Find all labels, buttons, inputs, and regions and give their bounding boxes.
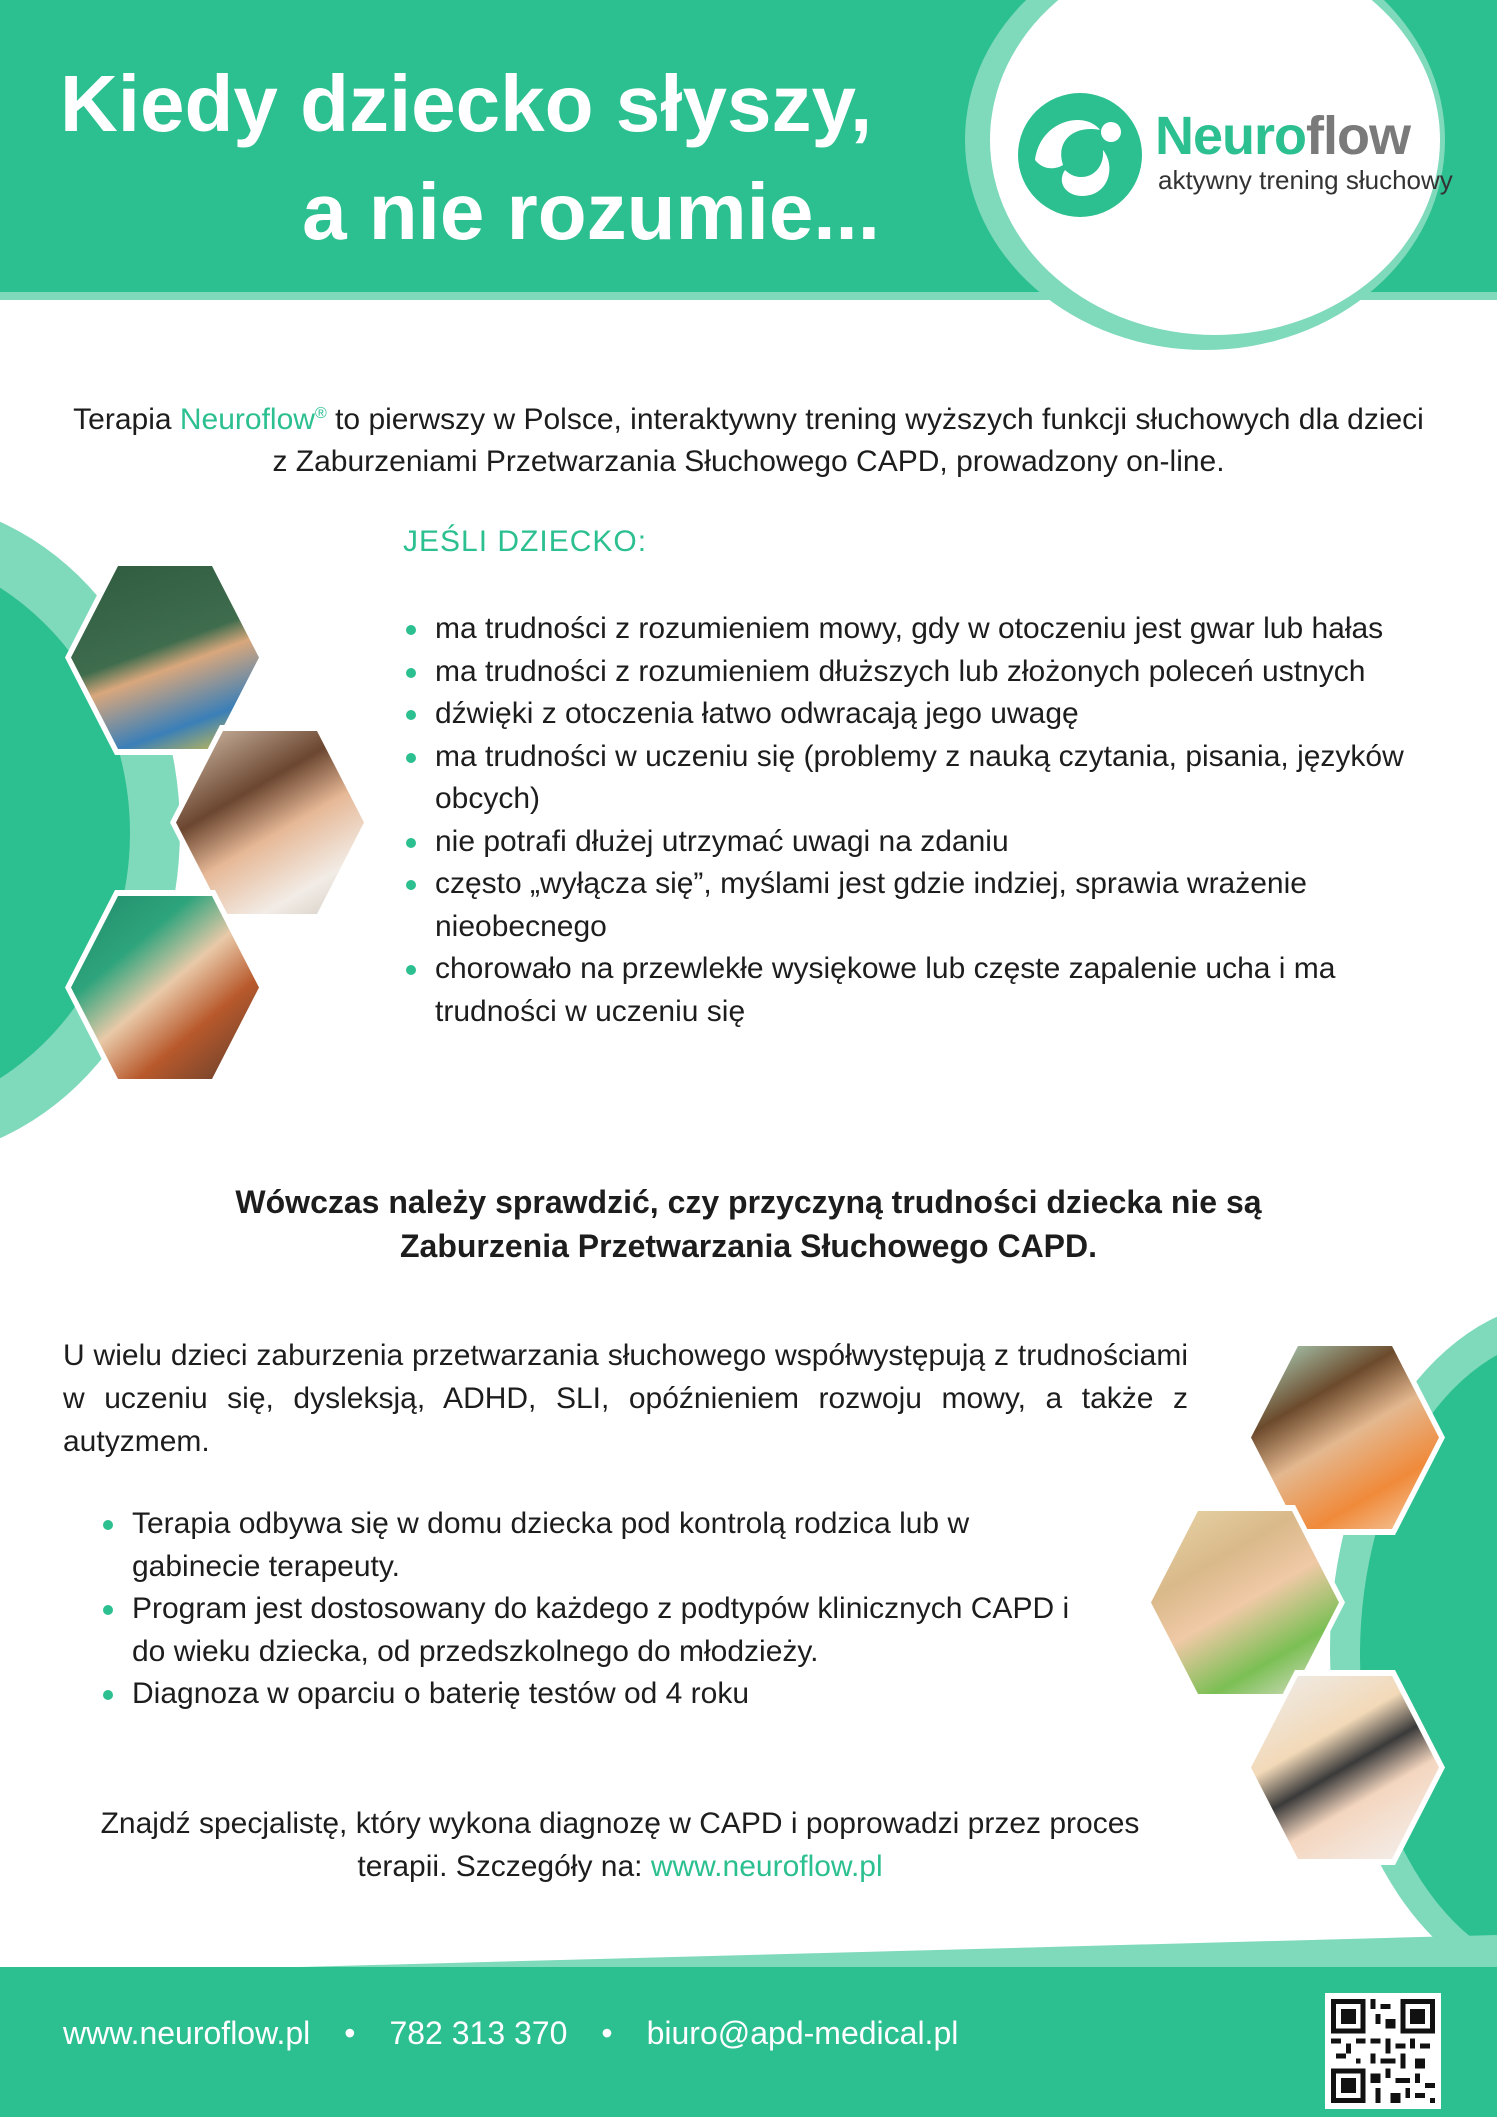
list-item: ma trudności z rozumieniem dłuższych lub złożonych poleceń ustnych <box>403 651 1443 694</box>
logo-tagline: aktywny trening słuchowy <box>1158 165 1453 195</box>
intro-paragraph <box>70 393 1427 483</box>
registered-mark: ® <box>314 405 327 422</box>
therapy-list <box>100 1503 1100 1716</box>
footer-website[interactable]: www.neuroflow.pl <box>63 2015 311 2051</box>
list-item: Diagnoza w oparciu o baterię testów od 4 roku <box>100 1673 1100 1716</box>
list-item: chorowało na przewlekłe wysiękowe lub częste zapalenie ucha i ma trudności w uczeniu się <box>403 948 1443 1033</box>
symptoms-list <box>403 608 1443 1033</box>
list-item: często „wyłącza się”, myślami jest gdzie indziej, sprawia wrażenie nieobecnego <box>403 863 1443 948</box>
footer-phone[interactable]: 782 313 370 <box>389 2015 568 2051</box>
title-line-2: a nie rozumie... <box>302 167 880 256</box>
footer-email[interactable]: biuro@apd-medical.pl <box>646 2015 959 2051</box>
comorbidity-paragraph: U wielu dzieci zaburzenia przetwarzania słuchowego współwystępują z trudnościami w uczeniu się, dysleksją, ADHD, SLI, opóźnieniem rozwoju mowy, a także z autyzmem. <box>63 1339 1188 1458</box>
conclusion-line-1: Wówczas należy sprawdzić, czy przyczyną trudności dziecka nie są <box>235 1184 1262 1220</box>
footer-separator: • <box>344 2015 356 2051</box>
footer-separator: • <box>601 2015 613 2051</box>
logo-wordmark <box>1155 105 1410 167</box>
neuroflow-logo-icon <box>1015 90 1145 220</box>
intro-brand: Neuroflow <box>179 403 315 436</box>
page-title <box>60 50 880 266</box>
footer-contacts <box>63 2015 958 2052</box>
conclusion <box>120 1180 1377 1268</box>
cta-link[interactable]: www.neuroflow.pl <box>650 1850 883 1883</box>
intro-prefix: Terapia <box>73 403 180 436</box>
list-item: nie potrafi dłużej utrzymać uwagi na zdaniu <box>403 821 1443 864</box>
conclusion-line-2: Zaburzenia Przetwarzania Słuchowego CAPD. <box>399 1228 1098 1264</box>
intro-text: to pierwszy w Polsce, interaktywny trening wyższych funkcji słuchowych dla dzieci z Zaburzeniami Przetwarzania Słuchowego CAPD, prowadzony on-line. <box>272 403 1424 478</box>
title-line-1: Kiedy dziecko słyszy, <box>60 59 873 148</box>
qr-code-icon <box>1325 1993 1441 2109</box>
logo-name-neuro: Neuro <box>1155 106 1307 166</box>
list-item: ma trudności z rozumieniem mowy, gdy w otoczeniu jest gwar lub hałas <box>403 608 1443 651</box>
cta-text: Znajdź specjalistę, który wykona diagnozę w CAPD i poprowadzi przez proces terapii. Szczegóły na: <box>100 1807 1140 1883</box>
logo-name-flow: flow <box>1306 106 1410 166</box>
list-item: dźwięki z otoczenia łatwo odwracają jego uwagę <box>403 693 1443 736</box>
list-item: ma trudności w uczeniu się (problemy z nauką czytania, pisania, języków obcych) <box>403 736 1443 821</box>
list-item: Program jest dostosowany do każdego z podtypów klinicznych CAPD i do wieku dziecka, od przedszkolnego do młodzieży. <box>100 1588 1100 1673</box>
call-to-action <box>60 1802 1180 1888</box>
list-item: Terapia odbywa się w domu dziecka pod kontrolą rodzica lub w gabinecie terapeuty. <box>100 1503 1100 1588</box>
symptoms-heading: JEŚLI DZIECKO: <box>403 525 648 558</box>
